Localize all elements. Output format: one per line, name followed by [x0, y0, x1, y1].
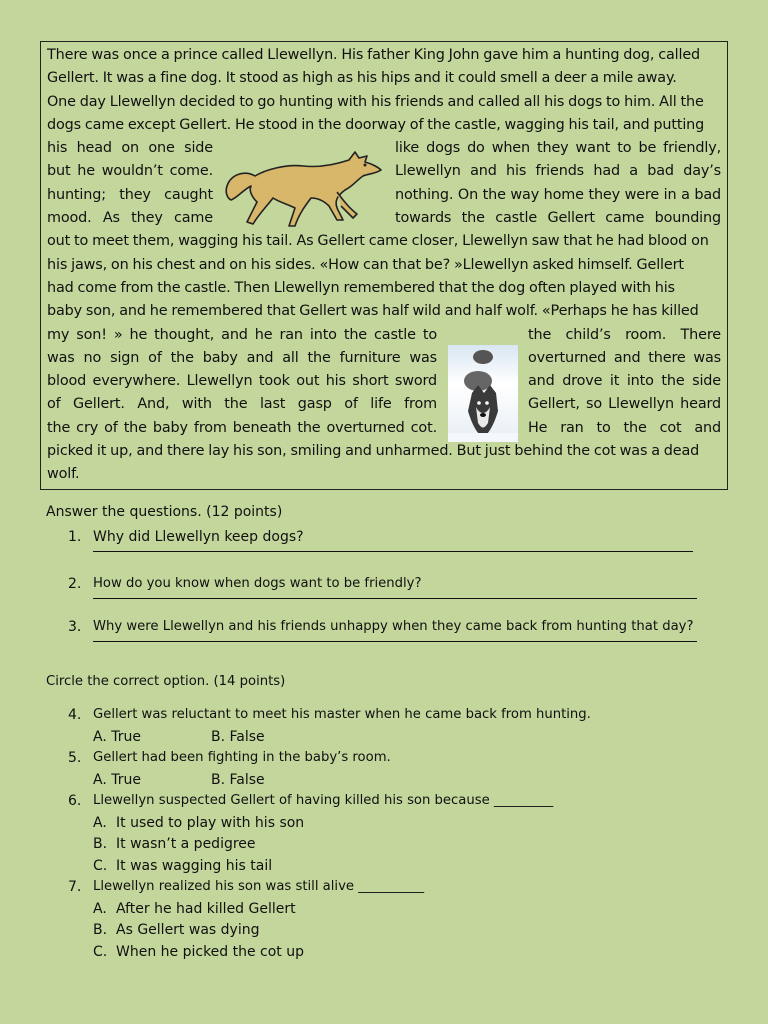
option-b[interactable]: B. False — [211, 772, 265, 788]
story-line: dogs came except Gellert. He stood in the doorway of the castle, wagging his tail, and putting — [47, 116, 705, 133]
question-number: 4. — [68, 707, 82, 723]
option-text[interactable]: It wasn’t a pedigree — [116, 836, 256, 852]
story-line: overturned and there was — [528, 349, 721, 366]
question-number: 7. — [68, 879, 82, 895]
story-line: his jaws, on his chest and on his sides. «How can that be? »Llewellyn asked himself. Gellert — [47, 256, 684, 273]
question-text: Llewellyn suspected Gellert of having killed his son because _________ — [93, 793, 554, 808]
story-line: mood. As they came — [47, 210, 213, 227]
option-b[interactable]: B. False — [211, 729, 265, 745]
running-dog-illustration — [225, 148, 385, 232]
option-a[interactable]: A. True — [93, 729, 141, 745]
story-line: the cry of the baby from beneath the overturned cot. — [47, 419, 437, 436]
answer-line[interactable] — [93, 551, 693, 552]
answer-line[interactable] — [93, 641, 697, 642]
story-line: but he wouldn’t come. — [47, 163, 213, 180]
story-line: my son! » he thought, and he ran into the castle to — [47, 326, 437, 343]
question-number: 5. — [68, 750, 82, 766]
story-line: his head on one side — [47, 140, 213, 157]
section1-title: Answer the questions. (12 points) — [46, 504, 283, 520]
story-line: of Gellert. And, with the last gasp of life from — [47, 396, 437, 413]
option-a[interactable]: A. True — [93, 772, 141, 788]
story-line: like dogs do when they want to be friendly, — [395, 140, 721, 157]
option-letter: C. — [93, 858, 108, 874]
story-line: He ran to the cot and — [528, 419, 721, 436]
story-line: baby son, and he remembered that Gellert was half wild and half wolf. «Perhaps he has killed — [47, 303, 699, 320]
story-line: towards the castle Gellert came bounding — [395, 210, 721, 227]
story-line: nothing. On the way home they were in a bad — [395, 186, 721, 203]
question-text: Gellert was reluctant to meet his master when he came back from hunting. — [93, 707, 591, 722]
story-line: One day Llewellyn decided to go hunting with his friends and called all his dogs to him. All the — [47, 93, 704, 110]
option-letter: A. — [93, 901, 107, 917]
question-number: 6. — [68, 793, 82, 809]
story-line: out to meet them, wagging his tail. As Gellert came closer, Llewellyn saw that he had blood on — [47, 233, 709, 250]
story-line: There was once a prince called Llewellyn. His father King John gave him a hunting dog, called — [47, 47, 701, 63]
question-number: 1. — [68, 529, 82, 545]
option-text[interactable]: After he had killed Gellert — [116, 901, 296, 917]
option-letter: B. — [93, 836, 108, 852]
option-letter: A. — [93, 815, 107, 831]
husky-icon — [448, 345, 518, 442]
question-text: Gellert had been fighting in the baby’s room. — [93, 750, 391, 765]
option-letter: C. — [93, 944, 108, 960]
story-line: Gellert, so Llewellyn heard — [528, 396, 721, 413]
story-line: picked it up, and there lay his son, smiling and unharmed. But just behind the cot was a dead — [47, 443, 700, 460]
section2-title: Circle the correct option. (14 points) — [46, 674, 286, 689]
story-line: wolf. — [47, 466, 80, 483]
story-line: and drove it into the side — [528, 373, 721, 390]
story-line: hunting; they caught — [47, 186, 213, 203]
story-line: Llewellyn and his friends had a bad day’s — [395, 163, 721, 180]
question-text: Why did Llewellyn keep dogs? — [93, 529, 304, 545]
question-text: Why were Llewellyn and his friends unhappy when they came back from hunting that day? — [93, 619, 694, 634]
question-text: Llewellyn realized his son was still alive __________ — [93, 879, 425, 894]
option-letter: B. — [93, 922, 108, 938]
option-text[interactable]: As Gellert was dying — [116, 922, 260, 938]
question-text: How do you know when dogs want to be friendly? — [93, 576, 422, 591]
story-line: Gellert. It was a fine dog. It stood as high as his hips and it could smell a deer a mile away. — [47, 70, 677, 87]
story-line: had come from the castle. Then Llewellyn remembered that the dog often played with his — [47, 279, 675, 296]
question-number: 2. — [68, 576, 82, 592]
option-text[interactable]: When he picked the cot up — [116, 944, 305, 960]
question-number: 3. — [68, 619, 82, 635]
option-text[interactable]: It was wagging his tail — [116, 858, 273, 874]
option-text[interactable]: It used to play with his son — [116, 815, 305, 831]
story-box — [40, 41, 728, 490]
husky-photo — [448, 345, 518, 442]
story-line: was no sign of the baby and all the furniture was — [47, 349, 437, 366]
story-line: the child’s room. There — [528, 326, 721, 343]
answer-line[interactable] — [93, 598, 697, 599]
story-line: blood everywhere. Llewellyn took out his short sword — [47, 373, 437, 390]
